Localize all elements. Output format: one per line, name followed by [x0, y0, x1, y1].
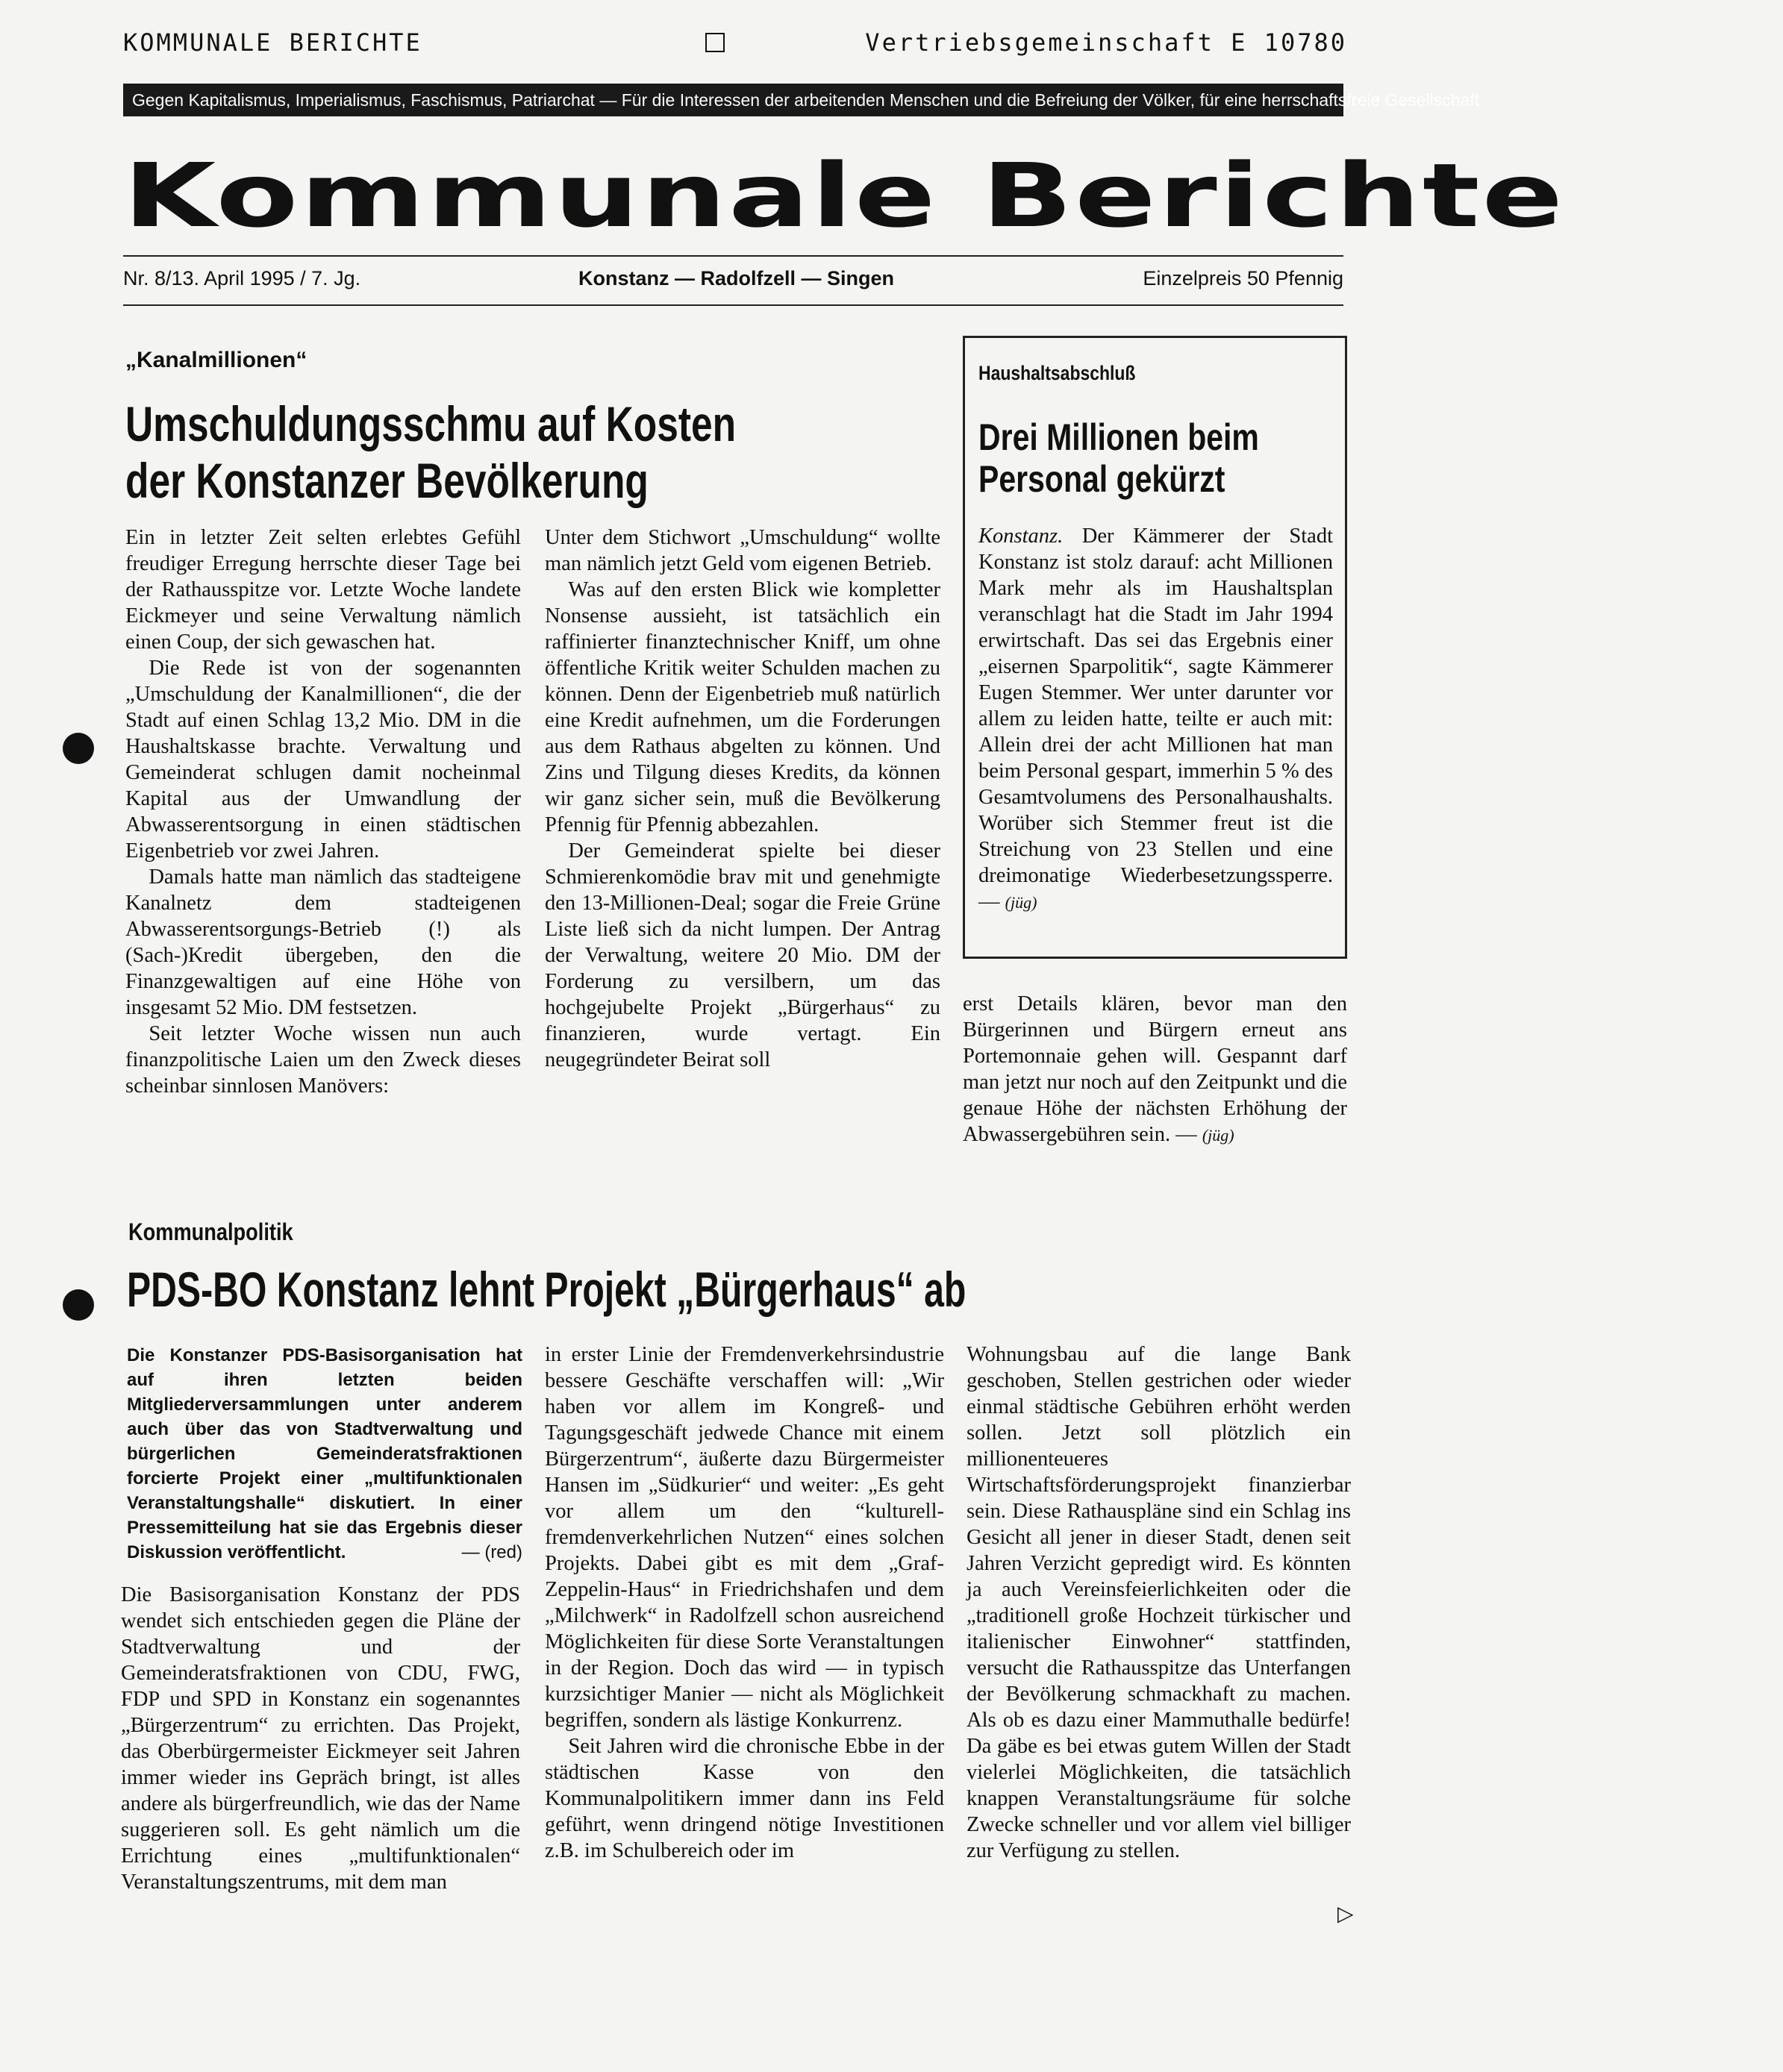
punch-hole-mark	[63, 733, 94, 764]
article2-column-1	[121, 1582, 520, 1895]
top-line	[123, 28, 1347, 66]
article1-column-3	[963, 991, 1347, 1148]
issue-price: Einzelpreis 50 Pfennig	[1143, 267, 1343, 289]
box-signature: (jüg)	[1005, 893, 1037, 912]
article1-kicker: „Kanalmillionen“	[125, 348, 307, 372]
box-text	[978, 523, 1333, 916]
article1-headline-line2: der Konstanzer Bevölkerung	[125, 453, 649, 508]
top-line-title: KOMMUNALE BERICHTE	[123, 28, 422, 57]
article1-col2-paragraph: Der Gemeinderat spielte bei dieser Schmierenkomödie brav mit und genehmigte den 13-Millionen-Deal; sogar die Freie Grüne Liste ließ sich da nicht lumpen. Der Antrag der Verwaltung, weitere 20 Mio. DM der Forderung zu versilbern, um das hochgejubelte Projekt „Bürgerhaus“ zu finanzieren, wurde vertagt. Ein neugegründeter Beirat soll	[545, 839, 940, 1071]
article2-lead-text: Die Konstanzer PDS-Basisorganisation hat auf ihren letzten beiden Mitgliederversammlungen unter anderem auch über das von Stadtverwaltung und bürgerlichen Gemeinderatsfraktionen forcierte Projekt einer „multifunktionalen Veranstaltungshalle“ diskutiert. In einer Pressemitteilung hat sie das Ergebnis dieser Diskussion veröffentlicht.	[127, 1345, 522, 1562]
article1-col1-paragraph: Seit letzter Woche wissen nun auch finanzpolitische Laien um den Zweck dieses scheinbar sinnlosen Manövers:	[125, 1022, 521, 1098]
article2-lead-signature: — (red)	[461, 1542, 522, 1562]
box-place: Konstanz.	[978, 525, 1064, 548]
article1-column-2	[545, 525, 940, 1073]
sidebar-box	[963, 336, 1347, 959]
article1-headline-line1: Umschuldungsschmu auf Kosten	[125, 396, 737, 451]
article1-col1-paragraph: Ein in letzter Zeit selten erlebtes Gefühl freudiger Erregung herrschte dieser Tage bei der Rathausspitze vor. Letzte Woche landete Eickmeyer und seine Verwaltung nämlich einen Coup, der sich gewaschen hat.	[125, 526, 521, 654]
article1-col2-paragraph: Unter dem Stichwort „Umschuldung“ wollte man nämlich jetzt Geld vom eigenen Betrieb.	[545, 526, 940, 575]
article1-col2-paragraph: Was auf den ersten Blick wie kompletter Nonsense aussieht, ist tatsächlich ein raffinierter finanztechnischer Kniff, um ohne öffentliche Kritik weiter Schulden machen zu können. Denn der Eigenbetrieb muß natürlich eine Kredit aufnehmen, um die Forderungen aus dem Rathaus abgelten zu können. Und Zins und Tilgung dieses Kredits, da können wir ganz sicher sein, muß die Bevölkerung Pfennig für Pfennig abbezahlen.	[545, 578, 940, 836]
article2-col1-paragraph: Die Basisorganisation Konstanz der PDS wendet sich entschieden gegen die Pläne der Stadtverwaltung und der Gemeinderatsfraktionen von CDU, FWG, FDP und SPD in Konstanz ein sogenanntes „Bürgerzentrum“ zu errichten. Das Projekt, das Oberbürgermeister Eickmeyer seit Jahren immer wieder ins Gepräch bringt, ist alles andere als bürgerfreundlich, wie das der Name suggerieren soll. Es geht nämlich um die Errichtung eines „multifunktionalen“ Veranstaltungszentrums, mit dem man	[121, 1583, 520, 1894]
article1-column-1	[125, 525, 521, 1099]
article2-lead	[127, 1343, 522, 1565]
punch-hole-mark	[63, 1289, 94, 1321]
square-icon	[705, 33, 725, 52]
article2-kicker: Kommunalpolitik	[128, 1218, 293, 1245]
article1-col1-paragraph: Die Rede ist von der sogenannten „Umschuldung der Kanalmillionen“, die der Stadt auf einen Schlag 13,2 Mio. DM in die Haushaltskasse brachte. Verwaltung und Gemeinderat schlugen damit nocheinmal Kapital aus der Umwandlung der Abwasserentsorgung in einen städtischen Eigenbetrieb vor zwei Jahren.	[125, 657, 521, 863]
masthead-rule-bottom	[123, 304, 1343, 306]
article2-col2-paragraph: Seit Jahren wird die chronische Ebbe in der städtischen Kasse von den Kommunalpolitikern immer dann ins Feld geführt, wenn dringend nötige Investitionen z.B. im Schulbereich oder im	[545, 1735, 944, 1862]
article2-col3-paragraph: Wohnungsbau auf die lange Bank geschoben, Stellen gestrichen oder wieder einmal städtische Gebühren erhöht werden sollen. Jetzt soll plötzlich ein millionenteueres Wirtschaftsförderungsprojekt finanzierbar sein. Diese Rathauspläne sind ein Schlag ins Gesicht all jener in dieser Stadt, denen seit Jahren Verzicht gepredigt wird. Es könnten ja auch Vereinsfeierlichkeiten oder die „traditionell große Hochzeit türkischer und italienischer Einwohner“ stattfinden, versucht die Rathausspitze das Unterfangen der Bevölkerung schmackhaft zu machen. Als ob es dazu einer Mammuthalle bedürfe! Da gäbe es bei etwas gutem Willen der Stadt vielerlei Möglichkeiten, die tatsächlich knappen Veranstaltungsräume für solche Zwecke schneller und vor allem viel billiger zur Verfügung zu stellen.	[967, 1343, 1351, 1862]
continue-arrow-icon: ▷	[1337, 1901, 1354, 1926]
box-body: Der Kämmerer der Stadt Konstanz ist stolz darauf: acht Millionen Mark mehr als im Haushaltsplan veranschlagt hat die Stadt im Jahr 1994 erwirtschaft. Das sei das Ergebnis einer „eisernen Sparpolitik“, sagte Kämmerer Eugen Stemmer. Wer unter darunter vor allem zu leiden hatte, teilte er auch mit: Allein drei der acht Millionen hat man beim Personal gespart, immerhin 5 % des Gesamtvolumens des Personalhaushalts. Worüber sich Stemmer freut ist die Streichung von 23 Stellen und eine dreimonatige Wiederbesetzungssperre. —	[978, 525, 1333, 913]
slogan-banner: Gegen Kapitalismus, Imperialismus, Faschismus, Patriarchat — Für die Interessen der arbeitenden Menschen und die Befreiung der Völker, für eine herrschaftsfreie Gesellschaft	[123, 84, 1343, 116]
box-headline-line1: Drei Millionen beim	[978, 416, 1259, 458]
issue-region: Konstanz — Radolfzell — Singen	[578, 267, 895, 289]
top-line-distribution: Vertriebsgemeinschaft E 10780	[865, 28, 1347, 57]
article2-col2-paragraph: in erster Linie der Fremdenverkehrsindustrie bessere Geschäfte verschaffen will: „Wir haben vor allem im Kongreß- und Tagungsgeschäft jedwede Chance mit einem Bürgerzentrum“, äußerte dazu Bürgermeister Hansen im „Südkurier“ und weiter: „Es geht vor allem um den “kulturell-fremdenverkehrlichen Nutzen“ eines solchen Projekts. Dabei gibt es mit dem „Graf-Zeppelin-Haus“ in Friedrichshafen und dem „Milchwerk“ in Radolfzell schon ausreichend Möglichkeiten für diese Sorte Veranstaltungen in der Region. Doch das wird — in typisch kurzsichtiger Manier — nicht als Möglichkeit begriffen, sondern als lästige Konkurrenz.	[545, 1343, 944, 1732]
box-kicker: Haushaltsabschluß	[978, 362, 1136, 384]
article1-col3-text: erst Details klären, bevor man den Bürgerinnen und Bürgern erneut ans Portemonnaie gehen will. Gespannt darf man jetzt nur noch auf den Zeitpunkt und die genaue Höhe der nächsten Erhöhung der Abwassergebühren sein. —	[963, 992, 1347, 1146]
masthead: Kommunale Berichte	[123, 144, 1565, 247]
article1-col1-paragraph: Damals hatte man nämlich das stadteigene Kanalnetz dem stadteigenen Abwasserentsorgungs-Betrieb (!) als (Sach-)Kredit übergeben, den die Finanzgewaltigen auf eine Höhe von insgesamt 52 Mio. DM festsetzen.	[125, 866, 521, 1019]
masthead-rule-top	[123, 255, 1343, 257]
box-headline-line2: Personal gekürzt	[978, 458, 1225, 500]
issue-number: Nr. 8/13. April 1995 / 7. Jg.	[123, 267, 361, 289]
article2-column-2	[545, 1342, 944, 1864]
article2-headline: PDS-BO Konstanz lehnt Projekt „Bürgerhaus“ ab	[127, 1262, 967, 1317]
article1-signature: (jüg)	[1202, 1126, 1234, 1145]
article2-column-3	[967, 1342, 1351, 1864]
